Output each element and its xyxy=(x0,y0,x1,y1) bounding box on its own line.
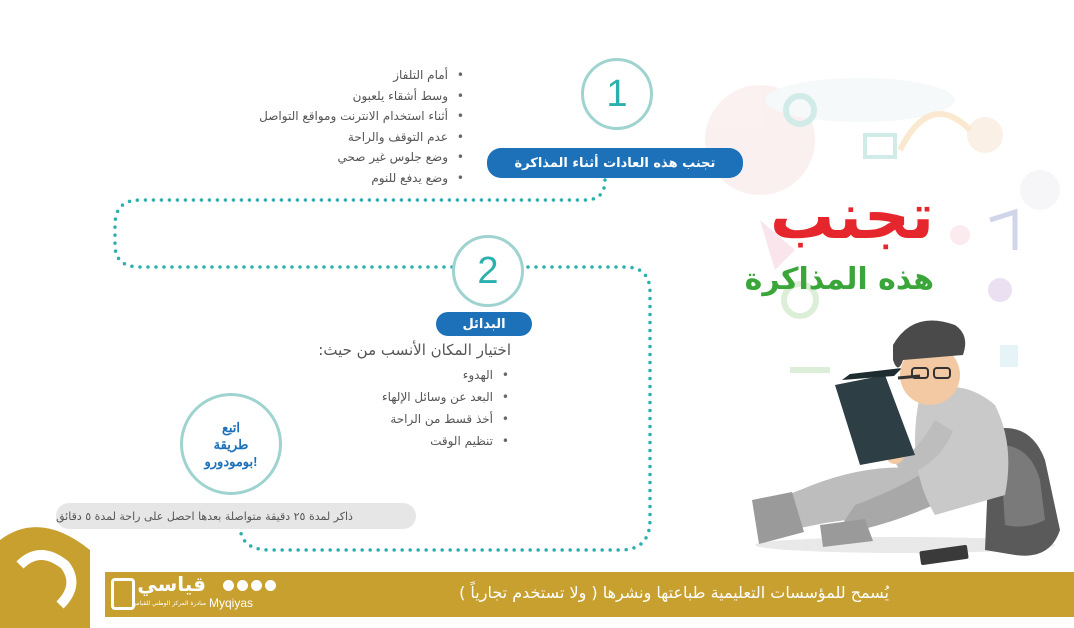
alternatives-intro: اختيار المكان الأنسب من حيث: xyxy=(318,341,511,359)
pomodoro-circle xyxy=(180,393,282,495)
list-item: • البعد عن وسائل الإلهاء xyxy=(382,386,511,408)
pomodoro-line-2: طريقة xyxy=(213,436,249,452)
footer-bar xyxy=(105,572,1074,617)
brand-mark-icon xyxy=(111,578,135,610)
main-title: تجنب xyxy=(769,180,934,254)
list-item: • تنظيم الوقت xyxy=(382,430,511,452)
brand-subtitle: مبادرة المركز الوطني للقياس xyxy=(132,600,206,607)
pomodoro-line-3: بومودورو! xyxy=(204,453,258,469)
step-1-number: 1 xyxy=(606,72,628,115)
step-2-heading: البدائل xyxy=(462,316,506,332)
habits-list xyxy=(259,65,466,188)
list-item: • الهدوء xyxy=(382,364,511,386)
subtitle: هذه المذاكرة xyxy=(744,262,934,297)
step-1-heading: تجنب هذه العادات أثناء المذاكرة xyxy=(514,155,716,171)
footer-notice: يُسمح للمؤسسات التعليمية طباعتها ونشرها ( ولا تستخدم تجارياً ) xyxy=(459,583,889,602)
brand-logo xyxy=(111,574,206,614)
step-1-heading-pill xyxy=(487,148,743,178)
step-2-circle xyxy=(452,235,524,307)
corner-logo-icon xyxy=(0,527,90,628)
youtube-icon[interactable] xyxy=(237,580,248,591)
list-item: • وضع جلوس غير صحي xyxy=(259,147,466,168)
pomodoro-tip: ذاكر لمدة ٢٥ دقيقة متواصلة بعدها احصل على راحة لمدة ٥ دقائق xyxy=(56,509,353,523)
list-item: • وسط أشقاء يلعبون xyxy=(259,86,466,107)
step-2-heading-pill xyxy=(436,312,532,336)
step-1-circle xyxy=(581,58,653,130)
brand-name: قياسي xyxy=(137,572,206,596)
list-item: • أخذ قسط من الراحة xyxy=(382,408,511,430)
step-2-number: 2 xyxy=(477,249,499,292)
snapchat-icon[interactable] xyxy=(265,580,276,591)
social-icons xyxy=(223,580,276,591)
list-item: • عدم التوقف والراحة xyxy=(259,127,466,148)
twitter-icon[interactable] xyxy=(223,580,234,591)
list-item: • أمام التلفاز xyxy=(259,65,466,86)
alternatives-list xyxy=(382,364,511,452)
list-item: • وضع يدفع للنوم xyxy=(259,168,466,189)
footer-handle: Myqiyas xyxy=(209,596,254,610)
pomodoro-tip-bar xyxy=(56,503,416,529)
pomodoro-line-1: اتبع xyxy=(221,419,241,435)
list-item: • أثناء استخدام الانترنت ومواقع التواصل xyxy=(259,106,466,127)
instagram-icon[interactable] xyxy=(251,580,262,591)
